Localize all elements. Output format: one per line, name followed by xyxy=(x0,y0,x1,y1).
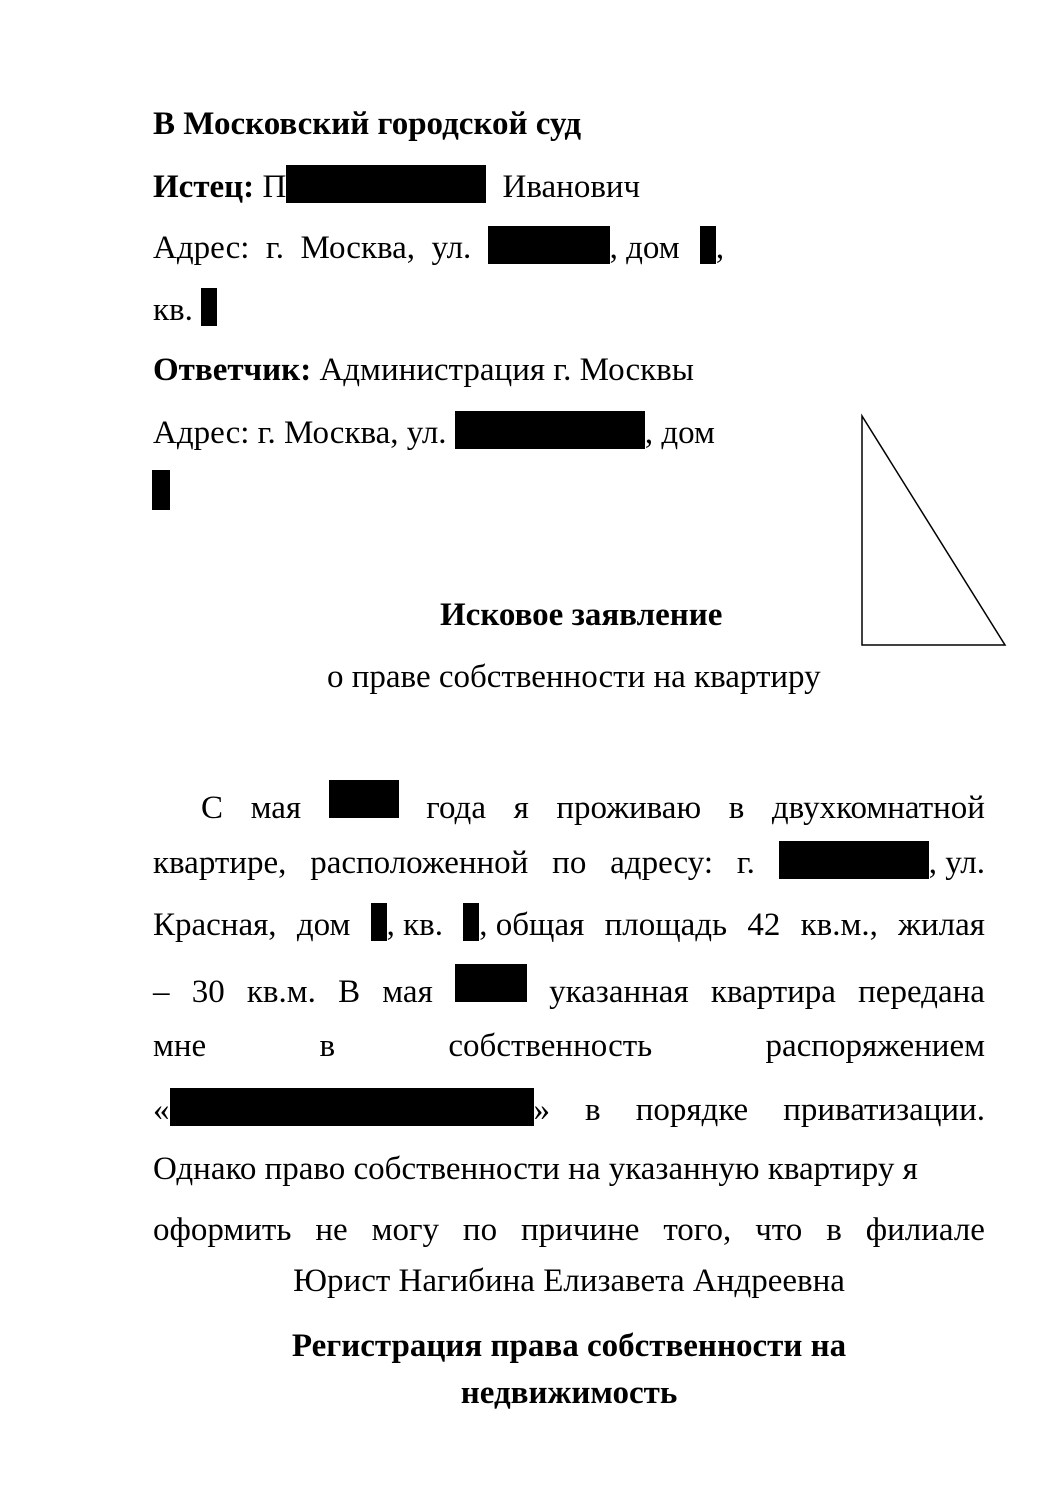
body-line-6 xyxy=(153,1088,985,1130)
word: мая xyxy=(250,790,302,826)
word: проживаю xyxy=(556,790,702,826)
word: дом xyxy=(296,907,351,943)
redaction-block xyxy=(152,470,170,510)
plaintiff-line xyxy=(153,165,640,207)
word: распоряжением xyxy=(765,1028,985,1064)
word: могу xyxy=(371,1212,439,1248)
body-line-1 xyxy=(153,780,985,828)
word: двухкомнатной xyxy=(771,790,985,826)
plaintiff-apartment-line xyxy=(153,288,217,330)
word: не xyxy=(315,1212,348,1248)
word: в xyxy=(826,1212,842,1248)
word: мая xyxy=(382,974,433,1010)
defendant-address-prefix: Адрес: г. Москва, ул. xyxy=(153,415,447,451)
redaction-block xyxy=(201,288,217,326)
word: Красная, xyxy=(153,907,277,943)
word: что xyxy=(755,1212,803,1248)
word: 30 xyxy=(191,974,225,1010)
plaintiff-patronymic: Иванович xyxy=(502,169,641,205)
defendant-address-house: , дом xyxy=(644,415,715,451)
triangle-shape xyxy=(859,412,1009,650)
word: квартира xyxy=(710,974,836,1010)
redaction-block xyxy=(779,841,929,879)
word: приватизации. xyxy=(783,1092,985,1128)
body-line-4 xyxy=(153,964,985,1012)
defendant-line xyxy=(153,350,694,390)
redaction-block xyxy=(455,411,645,449)
author-line: Юрист Нагибина Елизавета Андреевна xyxy=(293,1263,845,1299)
word: 42 xyxy=(747,907,781,943)
body-line-5 xyxy=(153,1026,985,1066)
word: » xyxy=(533,1092,550,1128)
word: расположенной xyxy=(310,845,529,881)
plaintiff-address-comma: , xyxy=(715,230,725,266)
word: передана xyxy=(858,974,985,1010)
word: , общая xyxy=(479,907,585,943)
word: В xyxy=(338,974,361,1010)
word: по xyxy=(462,1212,498,1248)
word: в xyxy=(319,1028,336,1064)
word: того, xyxy=(663,1212,732,1248)
word: – xyxy=(153,974,170,1010)
word: г. xyxy=(736,845,755,881)
plaintiff-address-prefix: Адрес: г. Москва, ул. xyxy=(153,230,472,266)
word: кв.м. xyxy=(246,974,316,1010)
court-name: В Московский городской суд xyxy=(153,106,582,142)
word: , кв. xyxy=(386,907,443,943)
redaction-block xyxy=(170,1088,534,1126)
body-line-3 xyxy=(153,903,985,945)
document-title: Исковое заявление xyxy=(440,597,723,633)
word: адресу: xyxy=(610,845,714,881)
footer-heading-line-2: недвижимость xyxy=(460,1375,678,1411)
word: порядке xyxy=(635,1092,749,1128)
body-line-8 xyxy=(153,1210,985,1250)
plaintiff-initial: П xyxy=(262,169,287,205)
word: квартире, xyxy=(153,845,287,881)
word: « xyxy=(153,1092,170,1128)
body-line-7: Однако право собственности на указанную квартиру я xyxy=(153,1151,918,1187)
word: кв.м., xyxy=(800,907,878,943)
word: в xyxy=(585,1092,601,1128)
word: жилая xyxy=(898,907,985,943)
word: в xyxy=(728,790,745,826)
footer-heading-line-1: Регистрация права собственности на xyxy=(291,1328,847,1364)
redaction-block xyxy=(700,226,716,264)
word: собственность xyxy=(448,1028,653,1064)
redaction-block xyxy=(329,780,399,818)
body-line-2 xyxy=(153,841,985,883)
word: филиале xyxy=(865,1212,985,1248)
redaction-block xyxy=(488,226,610,264)
plaintiff-apartment: кв. xyxy=(153,292,193,328)
defendant-name: Администрация г. Москвы xyxy=(319,352,694,388)
redaction-block xyxy=(455,964,527,1002)
word: оформить xyxy=(153,1212,292,1248)
word: указанная xyxy=(549,974,689,1010)
word: площадь xyxy=(604,907,728,943)
redaction-block xyxy=(286,165,486,203)
plaintiff-address-line xyxy=(153,226,724,268)
word: я xyxy=(513,790,529,826)
plaintiff-label: Истец: xyxy=(153,169,255,205)
word: мне xyxy=(153,1028,207,1064)
redaction-block xyxy=(371,903,387,941)
word: по xyxy=(552,845,587,881)
word: С xyxy=(201,790,224,826)
word: причине xyxy=(521,1212,640,1248)
word: , ул. xyxy=(928,845,985,881)
word: года xyxy=(426,790,486,826)
plaintiff-address-house: , дом xyxy=(609,230,680,266)
defendant-address-line xyxy=(153,411,715,453)
document-subtitle: о праве собственности на квартиру xyxy=(327,659,821,695)
redaction-block xyxy=(463,903,479,941)
defendant-label: Ответчик: xyxy=(153,352,312,388)
